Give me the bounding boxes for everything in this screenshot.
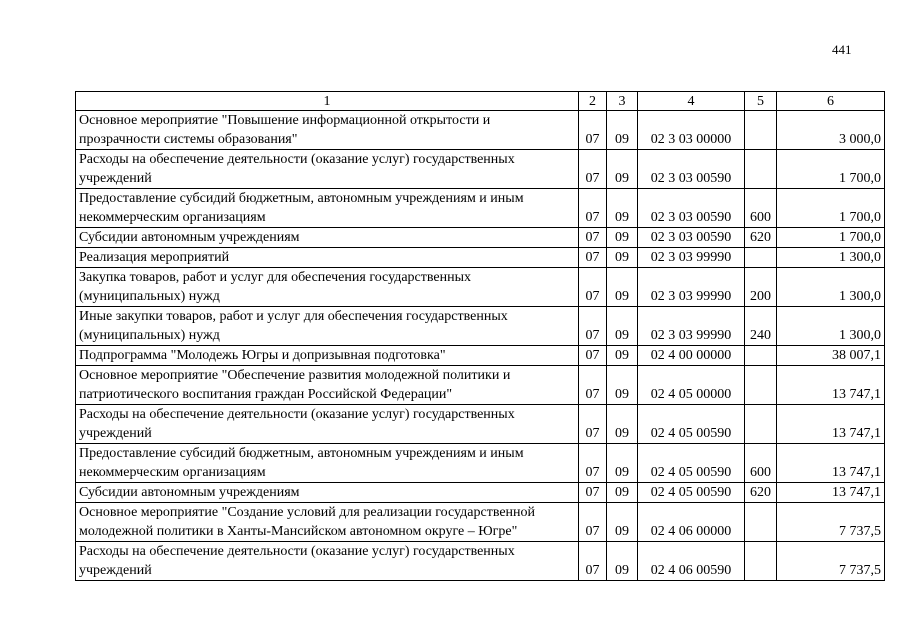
name-cell: Основное мероприятие "Создание условий для реализации государственной молодежной политики в Ханты-Мансийском автономном округе – Югре" bbox=[76, 503, 579, 542]
header-col-1: 1 bbox=[76, 92, 579, 111]
table-row bbox=[76, 444, 885, 483]
target-article-cell: 02 4 06 00590 bbox=[638, 542, 745, 581]
budget-table bbox=[75, 91, 885, 581]
expense-type-cell: 200 bbox=[745, 268, 777, 307]
subsection-cell: 09 bbox=[607, 542, 638, 581]
subsection-cell: 09 bbox=[607, 307, 638, 346]
name-cell: Субсидии автономным учреждениям bbox=[76, 483, 579, 503]
name-cell: Основное мероприятие "Обеспечение развития молодежной политики и патриотического воспитания граждан Российской Федерации" bbox=[76, 366, 579, 405]
subsection-cell: 09 bbox=[607, 268, 638, 307]
expense-type-cell: 240 bbox=[745, 307, 777, 346]
subsection-cell: 09 bbox=[607, 189, 638, 228]
section-cell: 07 bbox=[579, 542, 607, 581]
table-row bbox=[76, 542, 885, 581]
header-col-2: 2 bbox=[579, 92, 607, 111]
subsection-cell: 09 bbox=[607, 346, 638, 366]
subsection-cell: 09 bbox=[607, 503, 638, 542]
page-number: 441 bbox=[832, 42, 852, 57]
target-article-cell: 02 4 06 00000 bbox=[638, 503, 745, 542]
name-cell: Предоставление субсидий бюджетным, автономным учреждениям и иным некоммерческим организациям bbox=[76, 444, 579, 483]
table-row bbox=[76, 111, 885, 150]
amount-cell: 13 747,1 bbox=[777, 405, 885, 444]
subsection-cell: 09 bbox=[607, 111, 638, 150]
name-cell: Расходы на обеспечение деятельности (оказание услуг) государственных учреждений bbox=[76, 150, 579, 189]
target-article-cell: 02 4 05 00000 bbox=[638, 366, 745, 405]
amount-cell: 13 747,1 bbox=[777, 366, 885, 405]
table-row bbox=[76, 228, 885, 248]
expense-type-cell: 600 bbox=[745, 189, 777, 228]
amount-cell: 3 000,0 bbox=[777, 111, 885, 150]
subsection-cell: 09 bbox=[607, 248, 638, 268]
table-row bbox=[76, 150, 885, 189]
section-cell: 07 bbox=[579, 366, 607, 405]
section-cell: 07 bbox=[579, 228, 607, 248]
target-article-cell: 02 3 03 00590 bbox=[638, 228, 745, 248]
table-row bbox=[76, 503, 885, 542]
amount-cell: 1 300,0 bbox=[777, 268, 885, 307]
name-cell: Иные закупки товаров, работ и услуг для обеспечения государственных (муниципальных) нужд bbox=[76, 307, 579, 346]
amount-cell: 1 300,0 bbox=[777, 307, 885, 346]
header-col-6: 6 bbox=[777, 92, 885, 111]
expense-type-cell bbox=[745, 111, 777, 150]
subsection-cell: 09 bbox=[607, 405, 638, 444]
table-row bbox=[76, 483, 885, 503]
expense-type-cell bbox=[745, 366, 777, 405]
header-col-5: 5 bbox=[745, 92, 777, 111]
expense-type-cell bbox=[745, 248, 777, 268]
amount-cell: 1 700,0 bbox=[777, 228, 885, 248]
target-article-cell: 02 3 03 00590 bbox=[638, 150, 745, 189]
target-article-cell: 02 4 05 00590 bbox=[638, 483, 745, 503]
name-cell: Расходы на обеспечение деятельности (оказание услуг) государственных учреждений bbox=[76, 405, 579, 444]
amount-cell: 1 700,0 bbox=[777, 150, 885, 189]
section-cell: 07 bbox=[579, 111, 607, 150]
target-article-cell: 02 4 00 00000 bbox=[638, 346, 745, 366]
target-article-cell: 02 3 03 00590 bbox=[638, 189, 745, 228]
table-row bbox=[76, 248, 885, 268]
name-cell: Предоставление субсидий бюджетным, автономным учреждениям и иным некоммерческим организациям bbox=[76, 189, 579, 228]
name-cell: Реализация мероприятий bbox=[76, 248, 579, 268]
section-cell: 07 bbox=[579, 189, 607, 228]
section-cell: 07 bbox=[579, 150, 607, 189]
expense-type-cell bbox=[745, 542, 777, 581]
amount-cell: 7 737,5 bbox=[777, 542, 885, 581]
header-row bbox=[76, 92, 885, 111]
header-col-4: 4 bbox=[638, 92, 745, 111]
name-cell: Субсидии автономным учреждениям bbox=[76, 228, 579, 248]
amount-cell: 1 700,0 bbox=[777, 189, 885, 228]
expense-type-cell bbox=[745, 150, 777, 189]
subsection-cell: 09 bbox=[607, 444, 638, 483]
expense-type-cell: 600 bbox=[745, 444, 777, 483]
section-cell: 07 bbox=[579, 248, 607, 268]
amount-cell: 13 747,1 bbox=[777, 483, 885, 503]
table-body bbox=[76, 111, 885, 581]
target-article-cell: 02 3 03 99990 bbox=[638, 248, 745, 268]
target-article-cell: 02 4 05 00590 bbox=[638, 444, 745, 483]
amount-cell: 7 737,5 bbox=[777, 503, 885, 542]
section-cell: 07 bbox=[579, 444, 607, 483]
name-cell: Закупка товаров, работ и услуг для обеспечения государственных (муниципальных) нужд bbox=[76, 268, 579, 307]
target-article-cell: 02 3 03 99990 bbox=[638, 268, 745, 307]
amount-cell: 13 747,1 bbox=[777, 444, 885, 483]
subsection-cell: 09 bbox=[607, 483, 638, 503]
table-row bbox=[76, 346, 885, 366]
expense-type-cell bbox=[745, 503, 777, 542]
header-col-3: 3 bbox=[607, 92, 638, 111]
expense-type-cell bbox=[745, 405, 777, 444]
expense-type-cell: 620 bbox=[745, 228, 777, 248]
table-row bbox=[76, 405, 885, 444]
section-cell: 07 bbox=[579, 268, 607, 307]
section-cell: 07 bbox=[579, 503, 607, 542]
name-cell: Расходы на обеспечение деятельности (оказание услуг) государственных учреждений bbox=[76, 542, 579, 581]
section-cell: 07 bbox=[579, 483, 607, 503]
section-cell: 07 bbox=[579, 405, 607, 444]
expense-type-cell: 620 bbox=[745, 483, 777, 503]
name-cell: Основное мероприятие "Повышение информационной открытости и прозрачности системы образования" bbox=[76, 111, 579, 150]
target-article-cell: 02 3 03 00000 bbox=[638, 111, 745, 150]
table-row bbox=[76, 366, 885, 405]
table-row bbox=[76, 268, 885, 307]
section-cell: 07 bbox=[579, 307, 607, 346]
table-row bbox=[76, 189, 885, 228]
expense-type-cell bbox=[745, 346, 777, 366]
subsection-cell: 09 bbox=[607, 366, 638, 405]
target-article-cell: 02 4 05 00590 bbox=[638, 405, 745, 444]
section-cell: 07 bbox=[579, 346, 607, 366]
table-row bbox=[76, 307, 885, 346]
target-article-cell: 02 3 03 99990 bbox=[638, 307, 745, 346]
subsection-cell: 09 bbox=[607, 150, 638, 189]
amount-cell: 1 300,0 bbox=[777, 248, 885, 268]
amount-cell: 38 007,1 bbox=[777, 346, 885, 366]
subsection-cell: 09 bbox=[607, 228, 638, 248]
name-cell: Подпрограмма "Молодежь Югры и допризывная подготовка" bbox=[76, 346, 579, 366]
